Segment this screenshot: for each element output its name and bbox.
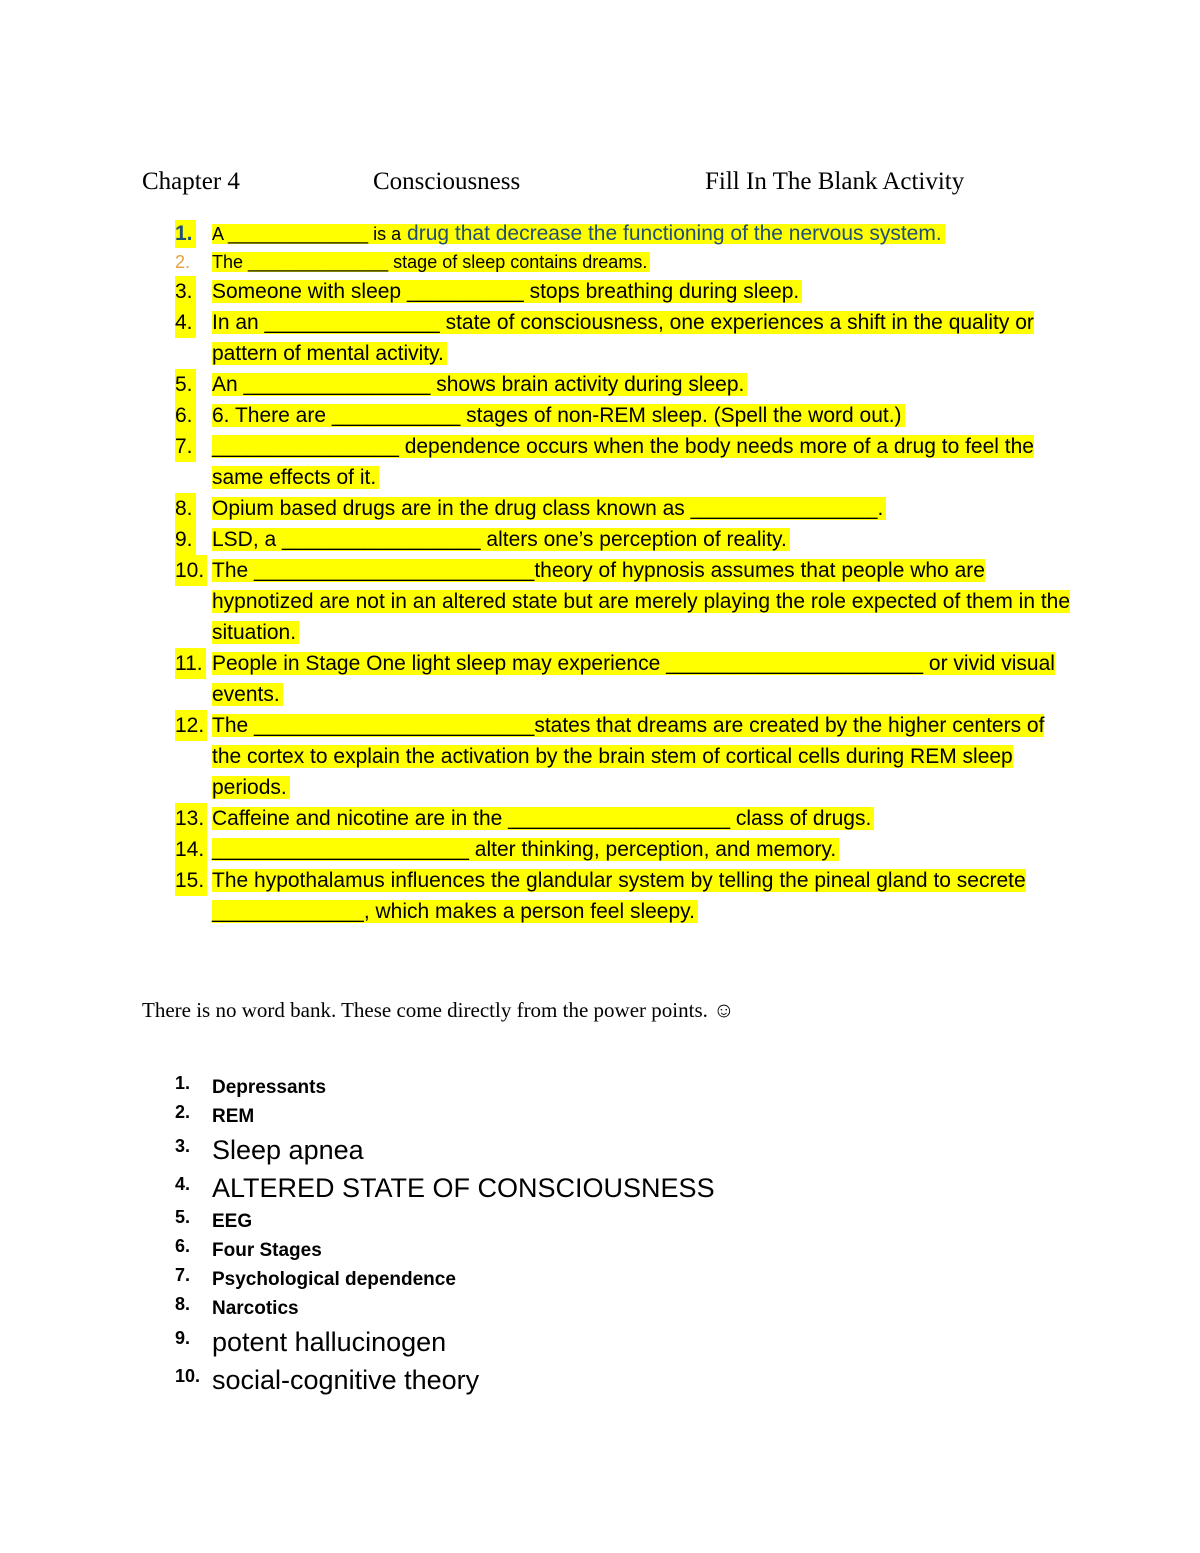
answer-text: EEG bbox=[212, 1211, 253, 1232]
answer-item bbox=[175, 1073, 1075, 1102]
answer-text: Narcotics bbox=[212, 1298, 299, 1319]
question-item bbox=[175, 493, 1075, 524]
answer-text: Psychological dependence bbox=[212, 1269, 456, 1290]
question-number: 12. bbox=[175, 710, 207, 741]
question-number: 13. bbox=[175, 803, 207, 834]
question-number: 10. bbox=[175, 555, 207, 586]
question-item bbox=[175, 307, 1075, 369]
question-item bbox=[175, 431, 1075, 493]
question-number: 6. bbox=[175, 400, 196, 431]
question-number: 15. bbox=[175, 865, 207, 896]
question-item bbox=[175, 524, 1075, 555]
question-text: 6. There are ___________ stages of non-REM sleep. (Spell the word out.) bbox=[212, 404, 905, 427]
question-number: 1. bbox=[175, 220, 196, 248]
question-number: 11. bbox=[175, 648, 206, 679]
answer-number: 9. bbox=[175, 1328, 191, 1348]
question-item bbox=[175, 648, 1075, 710]
question-number: 2. bbox=[175, 252, 191, 272]
question-text-continued: drug that decrease the functioning of the nervous system. bbox=[401, 222, 942, 245]
question-item bbox=[175, 248, 1075, 276]
question-item bbox=[175, 803, 1075, 834]
question-number: 5. bbox=[175, 369, 196, 400]
question-text: Caffeine and nicotine are in the ___________________ class of drugs. bbox=[212, 807, 874, 830]
answer-number: 6. bbox=[175, 1236, 191, 1256]
answer-text: Sleep apnea bbox=[212, 1135, 364, 1165]
question-text: ______________________ alter thinking, perception, and memory. bbox=[212, 838, 839, 861]
chapter-label: Chapter 4 bbox=[142, 168, 240, 195]
question-number: 9. bbox=[175, 524, 196, 555]
question-text: The ______________ stage of sleep contains dreams. bbox=[212, 252, 650, 272]
question-item bbox=[175, 555, 1075, 648]
question-number: 14. bbox=[175, 834, 207, 865]
answer-item bbox=[175, 1102, 1075, 1131]
answer-text: REM bbox=[212, 1106, 255, 1127]
answer-number: 2. bbox=[175, 1102, 191, 1122]
question-number: 4. bbox=[175, 307, 196, 338]
question-item bbox=[175, 276, 1075, 307]
word-bank-note: There is no word bank. These come directly from the power points. ☺ bbox=[142, 998, 735, 1022]
answer-number: 10. bbox=[175, 1366, 201, 1386]
answer-text: social-cognitive theory bbox=[212, 1365, 480, 1395]
answer-number: 4. bbox=[175, 1174, 191, 1194]
question-text: The hypothalamus influences the glandular system by telling the pineal gland to secrete _____________, which makes a person feel sleepy. bbox=[212, 869, 1026, 923]
worksheet-header bbox=[142, 168, 1042, 202]
question-text: Opium based drugs are in the drug class known as ________________. bbox=[212, 497, 886, 520]
question-text: In an _______________ state of consciousness, one experiences a shift in the quality or pattern of mental activity. bbox=[212, 311, 1034, 365]
answer-item bbox=[175, 1131, 1075, 1169]
answer-item bbox=[175, 1169, 1075, 1207]
answer-item bbox=[175, 1236, 1075, 1265]
question-item bbox=[175, 710, 1075, 803]
question-text: The ________________________states that dreams are created by the higher centers of the cortex to explain the activation by the brain stem of cortical cells during REM sleep periods. bbox=[212, 714, 1045, 799]
answer-number: 3. bbox=[175, 1136, 191, 1156]
answer-text: Four Stages bbox=[212, 1240, 322, 1261]
topic-label: Consciousness bbox=[373, 168, 521, 195]
question-number: 8. bbox=[175, 493, 196, 524]
question-text: An ________________ shows brain activity during sleep. bbox=[212, 373, 747, 396]
answer-text: Depressants bbox=[212, 1077, 327, 1098]
question-text: LSD, a _________________ alters one’s perception of reality. bbox=[212, 528, 790, 551]
answer-number: 7. bbox=[175, 1265, 191, 1285]
question-text: ________________ dependence occurs when the body needs more of a drug to feel the same effects of it. bbox=[212, 435, 1034, 489]
question-text: The ________________________theory of hypnosis assumes that people who are hypnotized are not in an altered state but are merely playing the role expected of them in the situation. bbox=[212, 559, 1071, 644]
question-number: 3. bbox=[175, 276, 196, 307]
answer-number: 1. bbox=[175, 1073, 191, 1093]
answer-list bbox=[175, 1073, 1075, 1399]
activity-label: Fill In The Blank Activity bbox=[705, 168, 965, 195]
answer-text: potent hallucinogen bbox=[212, 1327, 447, 1357]
question-text: Someone with sleep __________ stops breathing during sleep. bbox=[212, 280, 802, 303]
question-item bbox=[175, 369, 1075, 400]
question-number: 7. bbox=[175, 431, 196, 462]
answer-number: 8. bbox=[175, 1294, 191, 1314]
question-text: People in Stage One light sleep may experience ______________________ or vivid visual events. bbox=[212, 652, 1055, 706]
answer-item bbox=[175, 1361, 1075, 1399]
question-list bbox=[175, 220, 1075, 927]
question-item bbox=[175, 220, 1075, 248]
answer-text: ALTERED STATE OF CONSCIOUSNESS bbox=[212, 1173, 715, 1203]
answer-number: 5. bbox=[175, 1207, 191, 1227]
answer-item bbox=[175, 1207, 1075, 1236]
answer-item bbox=[175, 1323, 1075, 1361]
question-item bbox=[175, 400, 1075, 431]
answer-item bbox=[175, 1265, 1075, 1294]
question-item bbox=[175, 834, 1075, 865]
answer-item bbox=[175, 1294, 1075, 1323]
question-text: A ______________ is a bbox=[212, 224, 402, 244]
question-item bbox=[175, 865, 1075, 927]
